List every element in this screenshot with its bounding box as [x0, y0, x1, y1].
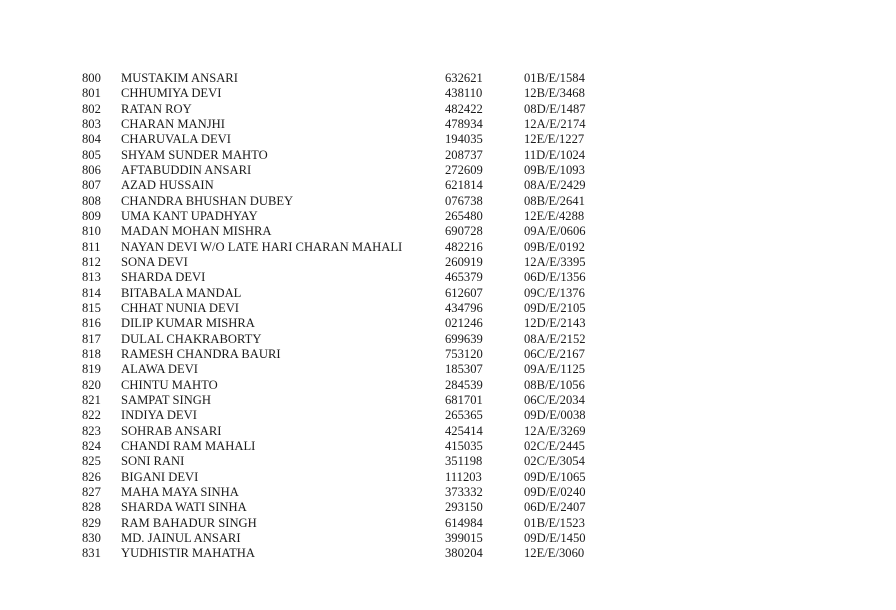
person-name: SONA DEVI	[121, 254, 188, 269]
id-number: 621814	[445, 178, 483, 193]
list-row	[82, 117, 642, 132]
serial-number: 805	[82, 147, 101, 162]
list-row	[82, 531, 642, 546]
person-name: INDIYA DEVI	[121, 408, 197, 423]
person-name: DULAL CHAKRABORTY	[121, 331, 262, 346]
serial-number: 809	[82, 208, 101, 223]
serial-number: 803	[82, 116, 101, 131]
person-name: CHHUMIYA DEVI	[121, 86, 222, 101]
reference-code: 09D/E/1065	[524, 469, 586, 484]
reference-code: 12A/E/3395	[524, 254, 586, 269]
serial-number: 816	[82, 316, 101, 331]
person-name: NAYAN DEVI W/O LATE HARI CHARAN MAHALI	[121, 239, 403, 254]
person-name: BITABALA MANDAL	[121, 285, 242, 300]
reference-code: 09D/E/2105	[524, 300, 586, 315]
list-row	[82, 546, 642, 561]
serial-number: 810	[82, 224, 101, 239]
list-row	[82, 270, 642, 285]
id-number: 425414	[445, 423, 483, 438]
id-number: 438110	[445, 86, 483, 101]
reference-code: 11D/E/1024	[524, 147, 586, 162]
serial-number: 814	[82, 285, 101, 300]
id-number: 021246	[445, 316, 483, 331]
reference-code: 06D/E/1356	[524, 270, 586, 285]
id-number: 415035	[445, 438, 483, 453]
person-name: MUSTAKIM ANSARI	[121, 71, 238, 85]
serial-number: 801	[82, 86, 101, 101]
serial-number: 831	[82, 546, 101, 561]
id-number: 293150	[445, 500, 483, 515]
reference-code: 01B/E/1584	[524, 71, 585, 85]
serial-number: 824	[82, 438, 101, 453]
reference-code: 12B/E/3468	[524, 86, 585, 101]
list-row	[82, 178, 642, 193]
list-row	[82, 393, 642, 408]
person-name: CHHAT NUNIA DEVI	[121, 300, 240, 315]
reference-code: 08A/E/2152	[524, 331, 586, 346]
person-name: RAMESH CHANDRA BAURI	[121, 346, 281, 361]
person-name: SONI RANI	[121, 454, 185, 469]
id-number: 284539	[445, 377, 483, 392]
list-row	[82, 286, 642, 301]
list-row	[82, 470, 642, 485]
reference-code: 08D/E/1487	[524, 101, 586, 116]
serial-number: 822	[82, 408, 101, 423]
list-row	[82, 86, 642, 101]
serial-number: 823	[82, 423, 101, 438]
id-number: 351198	[445, 454, 483, 469]
list-row	[82, 255, 642, 270]
reference-code: 02C/E/3054	[524, 454, 585, 469]
list-row	[82, 224, 642, 239]
serial-number: 829	[82, 515, 101, 530]
id-number: 482216	[445, 239, 483, 254]
list-row	[82, 500, 642, 515]
serial-number: 804	[82, 132, 101, 147]
id-number: 614984	[445, 515, 483, 530]
id-number: 681701	[445, 392, 483, 407]
person-name: CHANDRA BHUSHAN DUBEY	[121, 193, 294, 208]
reference-code: 08B/E/1056	[524, 377, 585, 392]
reference-code: 08B/E/2641	[524, 193, 585, 208]
serial-number: 807	[82, 178, 101, 193]
list-row	[82, 408, 642, 423]
list-row	[82, 332, 642, 347]
list-row	[82, 362, 642, 377]
person-name: AFTABUDDIN ANSARI	[121, 162, 252, 177]
id-number: 373332	[445, 484, 483, 499]
id-number: 260919	[445, 254, 483, 269]
list-row	[82, 71, 642, 86]
list-row	[82, 439, 642, 454]
person-name: SOHRAB ANSARI	[121, 423, 222, 438]
id-number: 380204	[445, 546, 483, 561]
reference-code: 09B/E/0192	[524, 239, 585, 254]
beneficiary-list	[82, 71, 642, 562]
id-number: 690728	[445, 224, 483, 239]
reference-code: 09D/E/0038	[524, 408, 586, 423]
list-row	[82, 163, 642, 178]
id-number: 465379	[445, 270, 483, 285]
id-number: 612607	[445, 285, 483, 300]
list-row	[82, 194, 642, 209]
reference-code: 12E/E/4288	[524, 208, 585, 223]
list-row	[82, 301, 642, 316]
id-number: 272609	[445, 162, 483, 177]
person-name: AZAD HUSSAIN	[121, 178, 214, 193]
serial-number: 808	[82, 193, 101, 208]
serial-number: 815	[82, 300, 101, 315]
id-number: 265365	[445, 408, 483, 423]
reference-code: 09A/E/1125	[524, 362, 586, 377]
serial-number: 827	[82, 484, 101, 499]
id-number: 185307	[445, 362, 483, 377]
reference-code: 06C/E/2167	[524, 346, 585, 361]
person-name: SHARDA WATI SINHA	[121, 500, 247, 515]
id-number: 632621	[445, 71, 483, 85]
person-name: SHYAM SUNDER MAHTO	[121, 147, 268, 162]
reference-code: 09A/E/0606	[524, 224, 586, 239]
id-number: 478934	[445, 116, 483, 131]
reference-code: 12A/E/2174	[524, 116, 586, 131]
serial-number: 806	[82, 162, 101, 177]
serial-number: 828	[82, 500, 101, 515]
person-name: DILIP KUMAR MISHRA	[121, 316, 255, 331]
person-name: CHANDI RAM MAHALI	[121, 438, 256, 453]
person-name: CHARAN MANJHI	[121, 116, 225, 131]
person-name: CHARUVALA DEVI	[121, 132, 231, 147]
id-number: 399015	[445, 530, 483, 545]
id-number: 111203	[445, 469, 482, 484]
reference-code: 12D/E/2143	[524, 316, 586, 331]
serial-number: 820	[82, 377, 101, 392]
reference-code: 02C/E/2445	[524, 438, 585, 453]
serial-number: 817	[82, 331, 101, 346]
serial-number: 818	[82, 346, 101, 361]
list-row	[82, 378, 642, 393]
reference-code: 08A/E/2429	[524, 178, 586, 193]
serial-number: 826	[82, 469, 101, 484]
person-name: MD. JAINUL ANSARI	[121, 530, 241, 545]
list-row	[82, 316, 642, 331]
serial-number: 800	[82, 71, 101, 85]
id-number: 434796	[445, 300, 483, 315]
serial-number: 821	[82, 392, 101, 407]
reference-code: 09B/E/1093	[524, 162, 585, 177]
list-row	[82, 240, 642, 255]
reference-code: 09D/E/0240	[524, 484, 586, 499]
id-number: 753120	[445, 346, 483, 361]
list-row	[82, 516, 642, 531]
person-name: UMA KANT UPADHYAY	[121, 208, 258, 223]
id-number: 482422	[445, 101, 483, 116]
person-name: SHARDA DEVI	[121, 270, 206, 285]
person-name: RATAN ROY	[121, 101, 192, 116]
person-name: MADAN MOHAN MISHRA	[121, 224, 272, 239]
serial-number: 811	[82, 239, 101, 254]
serial-number: 830	[82, 530, 101, 545]
serial-number: 819	[82, 362, 101, 377]
id-number: 194035	[445, 132, 483, 147]
serial-number: 812	[82, 254, 101, 269]
serial-number: 802	[82, 101, 101, 116]
reference-code: 06C/E/2034	[524, 392, 585, 407]
list-row	[82, 424, 642, 439]
person-name: ALAWA DEVI	[121, 362, 198, 377]
person-name: MAHA MAYA SINHA	[121, 484, 239, 499]
serial-number: 813	[82, 270, 101, 285]
person-name: RAM BAHADUR SINGH	[121, 515, 257, 530]
reference-code: 09D/E/1450	[524, 530, 586, 545]
list-row	[82, 132, 642, 147]
reference-code: 12E/E/3060	[524, 546, 585, 561]
list-row	[82, 454, 642, 469]
list-row	[82, 209, 642, 224]
reference-code: 12E/E/1227	[524, 132, 585, 147]
reference-code: 12A/E/3269	[524, 423, 586, 438]
person-name: CHINTU MAHTO	[121, 377, 218, 392]
reference-code: 09C/E/1376	[524, 285, 585, 300]
list-row	[82, 148, 642, 163]
person-name: SAMPAT SINGH	[121, 392, 211, 407]
id-number: 699639	[445, 331, 483, 346]
person-name: BIGANI DEVI	[121, 469, 199, 484]
person-name: YUDHISTIR MAHATHA	[121, 546, 255, 561]
reference-code: 01B/E/1523	[524, 515, 585, 530]
list-row	[82, 102, 642, 117]
id-number: 265480	[445, 208, 483, 223]
id-number: 076738	[445, 193, 483, 208]
reference-code: 06D/E/2407	[524, 500, 586, 515]
list-row	[82, 347, 642, 362]
list-row	[82, 485, 642, 500]
id-number: 208737	[445, 147, 483, 162]
serial-number: 825	[82, 454, 101, 469]
